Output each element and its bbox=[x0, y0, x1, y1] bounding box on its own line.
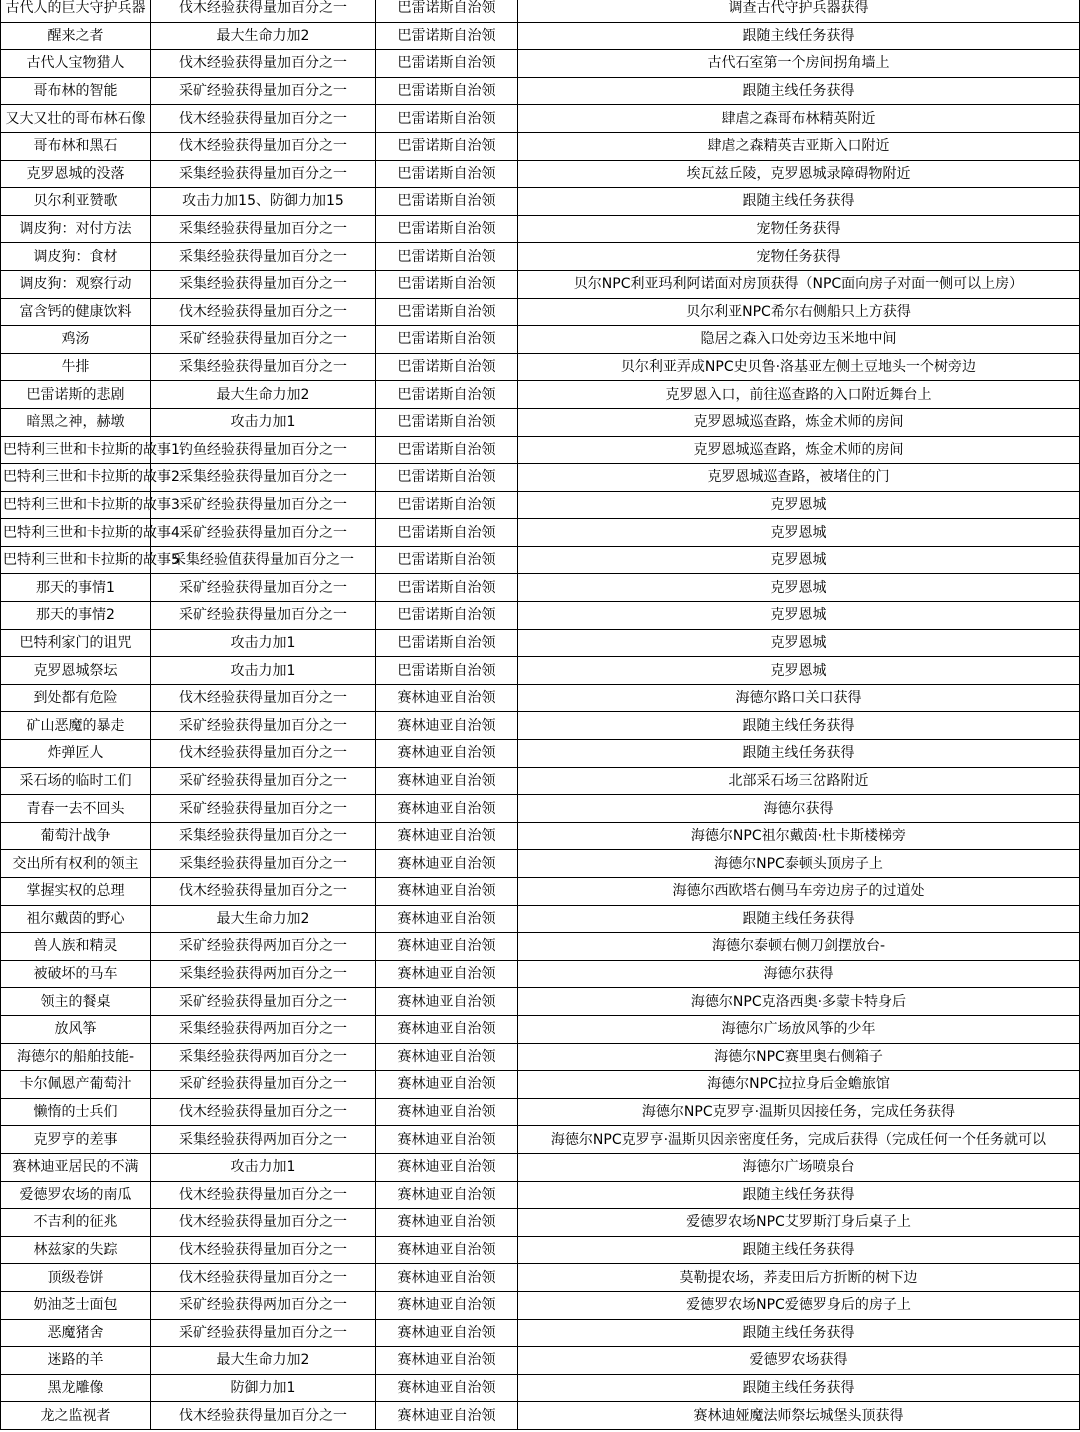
table-row bbox=[1, 22, 1080, 50]
name-cell: 巴特利三世和卡拉斯的故事2 bbox=[1, 464, 151, 492]
location-cell: 克罗恩城 bbox=[518, 546, 1080, 574]
region-cell: 赛林迪亚自治领 bbox=[376, 1153, 518, 1181]
location-cell: 克罗恩城 bbox=[518, 491, 1080, 519]
region-cell: 巴雷诺斯自治领 bbox=[376, 491, 518, 519]
name-cell: 富含钙的健康饮料 bbox=[1, 298, 151, 326]
region-cell: 巴雷诺斯自治领 bbox=[376, 408, 518, 436]
effect-cell: 采集经验获得量加百分之一 bbox=[151, 270, 376, 298]
effect-cell: 采矿经验获得量加百分之一 bbox=[151, 712, 376, 740]
location-cell: 海德尔NPC祖尔戴茵·杜卡斯楼梯旁 bbox=[518, 822, 1080, 850]
effect-cell: 最大生命力加2 bbox=[151, 381, 376, 409]
table-row bbox=[1, 1402, 1080, 1430]
table-row bbox=[1, 850, 1080, 878]
location-cell: 跟随主线任务获得 bbox=[518, 712, 1080, 740]
effect-cell: 采集经验获得量加百分之一 bbox=[151, 215, 376, 243]
region-cell: 巴雷诺斯自治领 bbox=[376, 381, 518, 409]
region-cell: 巴雷诺斯自治领 bbox=[376, 353, 518, 381]
region-cell: 赛林迪亚自治领 bbox=[376, 1264, 518, 1292]
table-row bbox=[1, 1264, 1080, 1292]
table-row bbox=[1, 1153, 1080, 1181]
effect-cell: 伐木经验获得量加百分之一 bbox=[151, 1209, 376, 1237]
table-row bbox=[1, 960, 1080, 988]
name-cell: 懒惰的士兵们 bbox=[1, 1098, 151, 1126]
location-cell: 北部采石场三岔路附近 bbox=[518, 767, 1080, 795]
effect-cell: 采矿经验获得量加百分之一 bbox=[151, 602, 376, 630]
effect-cell: 采集经验获得量加百分之一 bbox=[151, 464, 376, 492]
name-cell: 黑龙雕像 bbox=[1, 1374, 151, 1402]
name-cell: 克罗亨的差事 bbox=[1, 1126, 151, 1154]
effect-cell: 攻击力加1 bbox=[151, 629, 376, 657]
location-cell: 海德尔获得 bbox=[518, 795, 1080, 823]
location-cell: 海德尔广场喷泉台 bbox=[518, 1153, 1080, 1181]
location-cell: 克罗恩城巡查路，炼金术师的房间 bbox=[518, 408, 1080, 436]
table-row bbox=[1, 1347, 1080, 1375]
table-row bbox=[1, 905, 1080, 933]
location-cell: 跟随主线任务获得 bbox=[518, 1236, 1080, 1264]
table-row bbox=[1, 1319, 1080, 1347]
effect-cell: 攻击力加1 bbox=[151, 1153, 376, 1181]
region-cell: 巴雷诺斯自治领 bbox=[376, 160, 518, 188]
location-cell: 跟随主线任务获得 bbox=[518, 905, 1080, 933]
region-cell: 赛林迪亚自治领 bbox=[376, 1043, 518, 1071]
region-cell: 巴雷诺斯自治领 bbox=[376, 188, 518, 216]
name-cell: 醒来之者 bbox=[1, 22, 151, 50]
location-cell: 调查古代守护兵器获得 bbox=[518, 0, 1080, 22]
region-cell: 赛林迪亚自治领 bbox=[376, 1374, 518, 1402]
region-cell: 赛林迪亚自治领 bbox=[376, 795, 518, 823]
location-cell: 克罗恩城 bbox=[518, 574, 1080, 602]
effect-cell: 采集经验获得两加百分之一 bbox=[151, 960, 376, 988]
location-cell: 海德尔NPC克罗亨·温斯贝因亲密度任务，完成后获得（完成任何一个任务就可以 bbox=[518, 1126, 1080, 1154]
location-cell: 宠物任务获得 bbox=[518, 243, 1080, 271]
effect-cell: 攻击力加1 bbox=[151, 657, 376, 685]
table-row bbox=[1, 878, 1080, 906]
name-cell: 卡尔佩恩产葡萄汁 bbox=[1, 1071, 151, 1099]
name-cell: 到处都有危险 bbox=[1, 684, 151, 712]
location-cell: 跟随主线任务获得 bbox=[518, 740, 1080, 768]
region-cell: 巴雷诺斯自治领 bbox=[376, 105, 518, 133]
region-cell: 巴雷诺斯自治领 bbox=[376, 215, 518, 243]
location-cell: 海德尔NPC泰顿头顶房子上 bbox=[518, 850, 1080, 878]
table-row bbox=[1, 629, 1080, 657]
effect-cell: 伐木经验获得量加百分之一 bbox=[151, 1236, 376, 1264]
table-row bbox=[1, 602, 1080, 630]
name-cell: 海德尔的船舶技能- bbox=[1, 1043, 151, 1071]
effect-cell: 伐木经验获得量加百分之一 bbox=[151, 132, 376, 160]
name-cell: 领主的餐桌 bbox=[1, 988, 151, 1016]
name-cell: 牛排 bbox=[1, 353, 151, 381]
location-cell: 跟随主线任务获得 bbox=[518, 188, 1080, 216]
table-row bbox=[1, 0, 1080, 22]
name-cell: 又大又壮的哥布林石像 bbox=[1, 105, 151, 133]
effect-cell: 采矿经验获得量加百分之一 bbox=[151, 767, 376, 795]
location-cell: 肆虐之森哥布林精英附近 bbox=[518, 105, 1080, 133]
name-cell: 掌握实权的总理 bbox=[1, 878, 151, 906]
name-cell: 林兹家的失踪 bbox=[1, 1236, 151, 1264]
region-cell: 巴雷诺斯自治领 bbox=[376, 22, 518, 50]
effect-cell: 伐木经验获得量加百分之一 bbox=[151, 1402, 376, 1430]
location-cell: 跟随主线任务获得 bbox=[518, 1319, 1080, 1347]
name-cell: 奶油芝士面包 bbox=[1, 1291, 151, 1319]
region-cell: 赛林迪亚自治领 bbox=[376, 1126, 518, 1154]
region-cell: 巴雷诺斯自治领 bbox=[376, 132, 518, 160]
location-cell: 海德尔NPC克洛西奥·多蒙卡特身后 bbox=[518, 988, 1080, 1016]
region-cell: 赛林迪亚自治领 bbox=[376, 1347, 518, 1375]
location-cell: 海德尔西欧塔右侧马车旁边房子的过道处 bbox=[518, 878, 1080, 906]
location-cell: 海德尔NPC拉拉身后金蟾旅馆 bbox=[518, 1071, 1080, 1099]
name-cell: 贝尔利亚赞歌 bbox=[1, 188, 151, 216]
effect-cell: 采集经验获得两加百分之一 bbox=[151, 1043, 376, 1071]
effect-cell: 采集经验获得量加百分之一 bbox=[151, 353, 376, 381]
name-cell: 调皮狗：食材 bbox=[1, 243, 151, 271]
region-cell: 赛林迪亚自治领 bbox=[376, 1291, 518, 1319]
location-cell: 肆虐之森精英吉亚斯入口附近 bbox=[518, 132, 1080, 160]
table-row bbox=[1, 353, 1080, 381]
location-cell: 宠物任务获得 bbox=[518, 215, 1080, 243]
region-cell: 巴雷诺斯自治领 bbox=[376, 574, 518, 602]
name-cell: 那天的事情2 bbox=[1, 602, 151, 630]
name-cell: 龙之监视者 bbox=[1, 1402, 151, 1430]
table-row bbox=[1, 574, 1080, 602]
table-row bbox=[1, 1126, 1080, 1154]
location-cell: 贝尔利亚弄成NPC史贝鲁·洛基亚左侧土豆地头一个树旁边 bbox=[518, 353, 1080, 381]
table-row bbox=[1, 1181, 1080, 1209]
effect-cell: 采集经验获得量加百分之一 bbox=[151, 822, 376, 850]
effect-cell: 采集经验值获得量加百分之一 bbox=[151, 546, 376, 574]
region-cell: 赛林迪亚自治领 bbox=[376, 1319, 518, 1347]
name-cell: 兽人族和精灵 bbox=[1, 933, 151, 961]
name-cell: 克罗恩城祭坛 bbox=[1, 657, 151, 685]
location-cell: 克罗恩城 bbox=[518, 602, 1080, 630]
effect-cell: 伐木经验获得量加百分之一 bbox=[151, 684, 376, 712]
region-cell: 赛林迪亚自治领 bbox=[376, 740, 518, 768]
table-row bbox=[1, 132, 1080, 160]
table-row bbox=[1, 298, 1080, 326]
effect-cell: 攻击力加15、防御力加15 bbox=[151, 188, 376, 216]
table-row bbox=[1, 326, 1080, 354]
region-cell: 巴雷诺斯自治领 bbox=[376, 0, 518, 22]
region-cell: 巴雷诺斯自治领 bbox=[376, 50, 518, 78]
region-cell: 赛林迪亚自治领 bbox=[376, 850, 518, 878]
region-cell: 巴雷诺斯自治领 bbox=[376, 243, 518, 271]
location-cell: 爱德罗农场NPC爱德罗身后的房子上 bbox=[518, 1291, 1080, 1319]
location-cell: 克罗恩城 bbox=[518, 629, 1080, 657]
table-row bbox=[1, 519, 1080, 547]
table-row bbox=[1, 408, 1080, 436]
location-cell: 海德尔路口关口获得 bbox=[518, 684, 1080, 712]
name-cell: 葡萄汁战争 bbox=[1, 822, 151, 850]
effect-cell: 最大生命力加2 bbox=[151, 905, 376, 933]
region-cell: 赛林迪亚自治领 bbox=[376, 1098, 518, 1126]
table-row bbox=[1, 160, 1080, 188]
table-row bbox=[1, 933, 1080, 961]
effect-cell: 伐木经验获得量加百分之一 bbox=[151, 878, 376, 906]
effect-cell: 伐木经验获得量加百分之一 bbox=[151, 105, 376, 133]
name-cell: 采石场的临时工们 bbox=[1, 767, 151, 795]
effect-cell: 伐木经验获得量加百分之一 bbox=[151, 740, 376, 768]
region-cell: 赛林迪亚自治领 bbox=[376, 767, 518, 795]
effect-cell: 攻击力加1 bbox=[151, 408, 376, 436]
name-cell: 哥布林和黑石 bbox=[1, 132, 151, 160]
table-row bbox=[1, 1374, 1080, 1402]
table-row bbox=[1, 50, 1080, 78]
location-cell: 海德尔NPC赛里奥右侧箱子 bbox=[518, 1043, 1080, 1071]
location-cell: 克罗恩城 bbox=[518, 657, 1080, 685]
region-cell: 巴雷诺斯自治领 bbox=[376, 602, 518, 630]
name-cell: 哥布林的智能 bbox=[1, 77, 151, 105]
name-cell: 被破坏的马车 bbox=[1, 960, 151, 988]
name-cell: 鸡汤 bbox=[1, 326, 151, 354]
location-cell: 埃瓦兹丘陵，克罗恩城录障碍物附近 bbox=[518, 160, 1080, 188]
effect-cell: 防御力加1 bbox=[151, 1374, 376, 1402]
effect-cell: 采矿经验获得量加百分之一 bbox=[151, 519, 376, 547]
region-cell: 赛林迪亚自治领 bbox=[376, 1181, 518, 1209]
name-cell: 爱德罗农场的南瓜 bbox=[1, 1181, 151, 1209]
name-cell: 古代人的巨大守护兵器 bbox=[1, 0, 151, 22]
location-cell: 克罗恩城巡查路，被堵住的门 bbox=[518, 464, 1080, 492]
name-cell: 交出所有权利的领主 bbox=[1, 850, 151, 878]
name-cell: 巴雷诺斯的悲剧 bbox=[1, 381, 151, 409]
table-row bbox=[1, 188, 1080, 216]
location-cell: 克罗恩城 bbox=[518, 519, 1080, 547]
name-cell: 调皮狗：对付方法 bbox=[1, 215, 151, 243]
table-row bbox=[1, 77, 1080, 105]
name-cell: 迷路的羊 bbox=[1, 1347, 151, 1375]
region-cell: 巴雷诺斯自治领 bbox=[376, 326, 518, 354]
effect-cell: 采集经验获得两加百分之一 bbox=[151, 1126, 376, 1154]
table-row bbox=[1, 1098, 1080, 1126]
location-cell: 赛林迪娅魔法师祭坛城堡头顶获得 bbox=[518, 1402, 1080, 1430]
region-cell: 赛林迪亚自治领 bbox=[376, 1209, 518, 1237]
effect-cell: 伐木经验获得量加百分之一 bbox=[151, 1264, 376, 1292]
location-cell: 莫勒提农场，荞麦田后方折断的树下边 bbox=[518, 1264, 1080, 1292]
region-cell: 赛林迪亚自治领 bbox=[376, 684, 518, 712]
name-cell: 放风筝 bbox=[1, 1015, 151, 1043]
location-cell: 海德尔泰顿右侧刀剑摆放台- bbox=[518, 933, 1080, 961]
location-cell: 海德尔广场放风筝的少年 bbox=[518, 1015, 1080, 1043]
effect-cell: 采矿经验获得量加百分之一 bbox=[151, 491, 376, 519]
table-row bbox=[1, 767, 1080, 795]
table-row bbox=[1, 795, 1080, 823]
location-cell: 跟随主线任务获得 bbox=[518, 77, 1080, 105]
effect-cell: 采集经验获得量加百分之一 bbox=[151, 243, 376, 271]
effect-cell: 采集经验获得量加百分之一 bbox=[151, 850, 376, 878]
table-row bbox=[1, 684, 1080, 712]
name-cell: 恶魔猪舍 bbox=[1, 1319, 151, 1347]
table-row bbox=[1, 491, 1080, 519]
table-row bbox=[1, 381, 1080, 409]
name-cell: 调皮狗：观察行动 bbox=[1, 270, 151, 298]
name-cell: 那天的事情1 bbox=[1, 574, 151, 602]
name-cell: 顶级卷饼 bbox=[1, 1264, 151, 1292]
table-row bbox=[1, 712, 1080, 740]
effect-cell: 伐木经验获得量加百分之一 bbox=[151, 0, 376, 22]
effect-cell: 最大生命力加2 bbox=[151, 22, 376, 50]
region-cell: 赛林迪亚自治领 bbox=[376, 1015, 518, 1043]
name-cell: 赛林迪亚居民的不满 bbox=[1, 1153, 151, 1181]
name-cell: 炸弹匠人 bbox=[1, 740, 151, 768]
location-cell: 海德尔获得 bbox=[518, 960, 1080, 988]
region-cell: 巴雷诺斯自治领 bbox=[376, 298, 518, 326]
name-cell: 巴特利三世和卡拉斯的故事1 bbox=[1, 436, 151, 464]
effect-cell: 采矿经验获得量加百分之一 bbox=[151, 1319, 376, 1347]
location-cell: 贝尔NPC利亚玛利阿诺面对房顶获得（NPC面向房子对面一侧可以上房） bbox=[518, 270, 1080, 298]
effect-cell: 采矿经验获得量加百分之一 bbox=[151, 1071, 376, 1099]
location-cell: 爱德罗农场获得 bbox=[518, 1347, 1080, 1375]
effect-cell: 采矿经验获得量加百分之一 bbox=[151, 77, 376, 105]
name-cell: 克罗恩城的没落 bbox=[1, 160, 151, 188]
table-row bbox=[1, 740, 1080, 768]
name-cell: 巴特利三世和卡拉斯的故事3 bbox=[1, 491, 151, 519]
effect-cell: 伐木经验获得量加百分之一 bbox=[151, 50, 376, 78]
effect-cell: 伐木经验获得量加百分之一 bbox=[151, 298, 376, 326]
table-row bbox=[1, 243, 1080, 271]
region-cell: 赛林迪亚自治领 bbox=[376, 1071, 518, 1099]
effect-cell: 采集经验获得量加百分之一 bbox=[151, 160, 376, 188]
effect-cell: 采矿经验获得两加百分之一 bbox=[151, 933, 376, 961]
table-row bbox=[1, 1015, 1080, 1043]
name-cell: 巴特利家门的诅咒 bbox=[1, 629, 151, 657]
region-cell: 巴雷诺斯自治领 bbox=[376, 77, 518, 105]
region-cell: 赛林迪亚自治领 bbox=[376, 822, 518, 850]
region-cell: 巴雷诺斯自治领 bbox=[376, 270, 518, 298]
region-cell: 赛林迪亚自治领 bbox=[376, 960, 518, 988]
table-row bbox=[1, 436, 1080, 464]
region-cell: 赛林迪亚自治领 bbox=[376, 933, 518, 961]
table-row bbox=[1, 215, 1080, 243]
region-cell: 赛林迪亚自治领 bbox=[376, 988, 518, 1016]
table-row bbox=[1, 464, 1080, 492]
table-row bbox=[1, 822, 1080, 850]
location-cell: 跟随主线任务获得 bbox=[518, 1374, 1080, 1402]
region-cell: 赛林迪亚自治领 bbox=[376, 1236, 518, 1264]
effect-cell: 采矿经验获得两加百分之一 bbox=[151, 1291, 376, 1319]
location-cell: 海德尔NPC克罗亨·温斯贝因接任务，完成任务获得 bbox=[518, 1098, 1080, 1126]
table-row bbox=[1, 105, 1080, 133]
region-cell: 巴雷诺斯自治领 bbox=[376, 464, 518, 492]
effect-cell: 采矿经验获得量加百分之一 bbox=[151, 326, 376, 354]
name-cell: 巴特利三世和卡拉斯的故事4 bbox=[1, 519, 151, 547]
effect-cell: 采矿经验获得量加百分之一 bbox=[151, 795, 376, 823]
effect-cell: 最大生命力加2 bbox=[151, 1347, 376, 1375]
table-row bbox=[1, 1209, 1080, 1237]
name-cell: 古代人宝物猎人 bbox=[1, 50, 151, 78]
table-row bbox=[1, 1043, 1080, 1071]
location-cell: 贝尔利亚NPC希尔右侧船只上方获得 bbox=[518, 298, 1080, 326]
effect-cell: 采集经验获得两加百分之一 bbox=[151, 1015, 376, 1043]
effect-cell: 采矿经验获得量加百分之一 bbox=[151, 574, 376, 602]
table-row bbox=[1, 1236, 1080, 1264]
table-row bbox=[1, 546, 1080, 574]
location-cell: 爱德罗农场NPC艾罗斯汀身后桌子上 bbox=[518, 1209, 1080, 1237]
region-cell: 巴雷诺斯自治领 bbox=[376, 436, 518, 464]
location-cell: 克罗恩城巡查路，炼金术师的房间 bbox=[518, 436, 1080, 464]
name-cell: 矿山恶魔的暴走 bbox=[1, 712, 151, 740]
table-body bbox=[1, 0, 1080, 1429]
name-cell: 巴特利三世和卡拉斯的故事5 bbox=[1, 546, 151, 574]
table-row bbox=[1, 270, 1080, 298]
region-cell: 巴雷诺斯自治领 bbox=[376, 519, 518, 547]
region-cell: 巴雷诺斯自治领 bbox=[376, 657, 518, 685]
name-cell: 暗黑之神，赫墩 bbox=[1, 408, 151, 436]
effect-cell: 伐木经验获得量加百分之一 bbox=[151, 1098, 376, 1126]
table-row bbox=[1, 1291, 1080, 1319]
effect-cell: 伐木经验获得量加百分之一 bbox=[151, 1181, 376, 1209]
region-cell: 巴雷诺斯自治领 bbox=[376, 546, 518, 574]
effect-cell: 钓鱼经验获得量加百分之一 bbox=[151, 436, 376, 464]
effect-cell: 采矿经验获得量加百分之一 bbox=[151, 988, 376, 1016]
region-cell: 赛林迪亚自治领 bbox=[376, 712, 518, 740]
region-cell: 赛林迪亚自治领 bbox=[376, 878, 518, 906]
region-cell: 巴雷诺斯自治领 bbox=[376, 629, 518, 657]
location-cell: 跟随主线任务获得 bbox=[518, 22, 1080, 50]
location-cell: 隐居之森入口处旁边玉米地中间 bbox=[518, 326, 1080, 354]
name-cell: 青春一去不回头 bbox=[1, 795, 151, 823]
location-cell: 克罗恩入口，前往巡查路的入口附近舞台上 bbox=[518, 381, 1080, 409]
name-cell: 祖尔戴茵的野心 bbox=[1, 905, 151, 933]
location-cell: 跟随主线任务获得 bbox=[518, 1181, 1080, 1209]
table-row bbox=[1, 1071, 1080, 1099]
region-cell: 赛林迪亚自治领 bbox=[376, 1402, 518, 1430]
name-cell: 不吉利的征兆 bbox=[1, 1209, 151, 1237]
table-row bbox=[1, 657, 1080, 685]
location-cell: 古代石室第一个房间拐角墙上 bbox=[518, 50, 1080, 78]
region-cell: 赛林迪亚自治领 bbox=[376, 905, 518, 933]
table-row bbox=[1, 988, 1080, 1016]
